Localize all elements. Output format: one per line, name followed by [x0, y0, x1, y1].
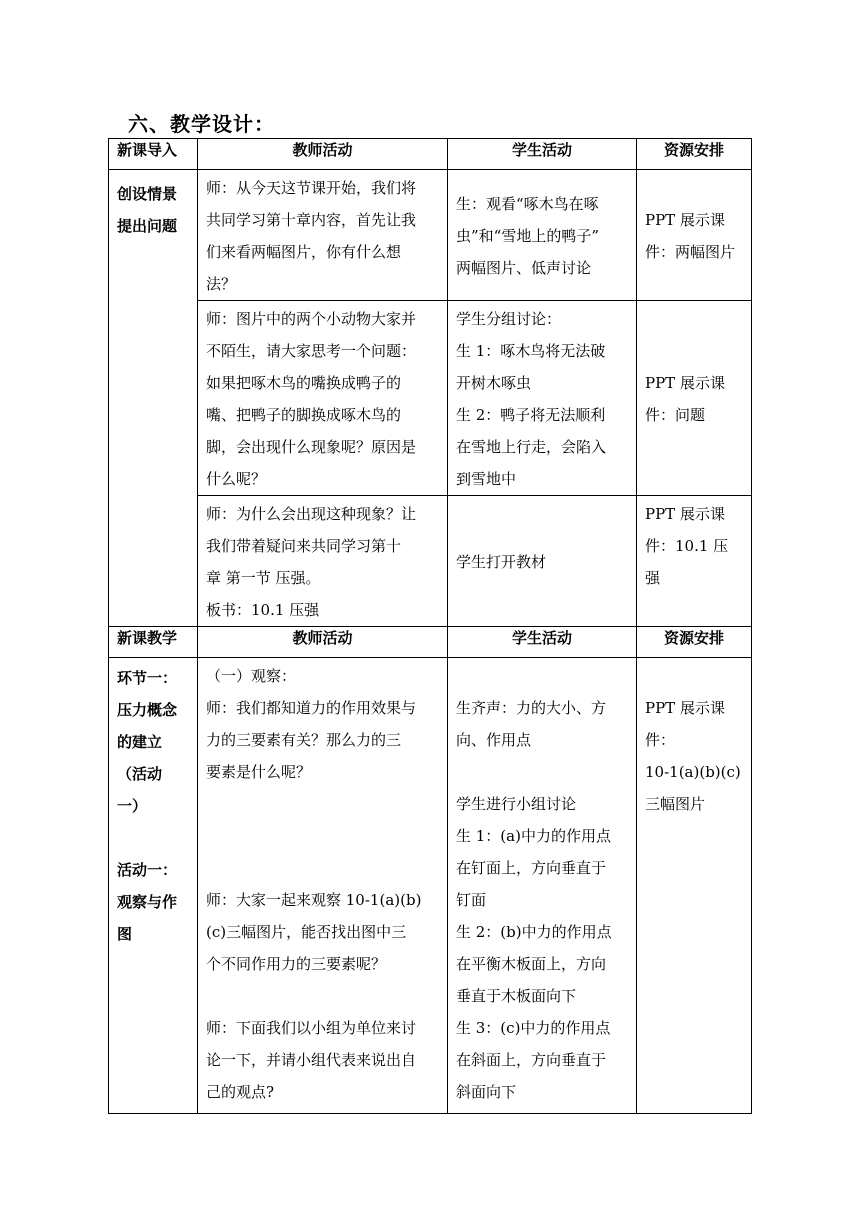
text-line: 学生打开教材 — [456, 553, 547, 571]
text-line: PPT 展示课 — [645, 374, 725, 392]
student-cell — [448, 301, 637, 496]
text-line: 开树木啄虫 — [456, 374, 532, 392]
text-line: 论一下，并请小组代表来说出自 — [206, 1051, 417, 1069]
text-line: 生：观看“啄木鸟在啄 — [456, 195, 599, 213]
table-row — [109, 658, 752, 1114]
text-line: 垂直于木板面向下 — [456, 987, 577, 1005]
text-line: 们来看两幅图片，你有什么想 — [206, 243, 402, 261]
table-row — [109, 170, 752, 301]
stage-line: 观察与作 — [117, 893, 178, 911]
text-line: 要素是什么呢？ — [206, 763, 312, 781]
text-line: 件：10.1 压 — [645, 537, 729, 555]
text-line: 斜面向下 — [456, 1083, 517, 1101]
teacher-cell — [198, 170, 448, 301]
text-line: 10-1(a)(b)(c) — [645, 763, 741, 781]
header-teacher: 教师活动 — [198, 139, 448, 170]
stage-line: 环节一： — [117, 669, 178, 687]
student-cell — [448, 658, 637, 1114]
spacer — [645, 660, 745, 692]
stage-line: （活动 — [117, 765, 163, 783]
text-line: 共同学习第十章内容，首先让我 — [206, 211, 417, 229]
spacer — [206, 852, 441, 884]
text-line: 强 — [645, 569, 661, 587]
text-line: 向、作用点 — [456, 731, 532, 749]
stage-line: 压力概念 — [117, 701, 178, 719]
stage-line: 创设情景 — [117, 185, 178, 203]
spacer — [206, 980, 441, 1012]
text-line: 件：两幅图片 — [645, 243, 736, 261]
text-line: PPT 展示课 — [645, 211, 725, 229]
text-line: 如果把啄木鸟的嘴换成鸭子的 — [206, 374, 402, 392]
teacher-cell — [198, 658, 448, 1114]
text-line: 师：我们都知道力的作用效果与 — [206, 699, 417, 717]
header-student: 学生活动 — [448, 627, 637, 658]
text-line: 到雪地中 — [456, 470, 517, 488]
header-stage: 新课导入 — [109, 139, 198, 170]
text-line: 师：图片中的两个小动物大家并 — [206, 310, 417, 328]
header-stage: 新课教学 — [109, 627, 198, 658]
text-line: 在平衡木板面上，方向 — [456, 955, 607, 973]
stage-line: 图 — [117, 925, 133, 943]
text-line: 在斜面上，方向垂直于 — [456, 1051, 607, 1069]
text-line: 三幅图片 — [645, 795, 706, 813]
text-line: 生 2：(b)中力的作用点 — [456, 923, 612, 941]
text-line: 在钉面上，方向垂直于 — [456, 859, 607, 877]
stage-line: 的建立 — [117, 733, 163, 751]
text-line: 嘴、把鸭子的脚换成啄木鸟的 — [206, 406, 402, 424]
text-line: 法？ — [206, 275, 237, 293]
resource-cell — [637, 658, 752, 1114]
text-line: 师：从今天这节课开始，我们将 — [206, 179, 417, 197]
resource-cell — [637, 170, 752, 301]
spacer — [456, 756, 630, 788]
text-line: 学生分组讨论： — [456, 310, 562, 328]
header-resource: 资源安排 — [637, 627, 752, 658]
header-teacher: 教师活动 — [198, 627, 448, 658]
text-line: 章 第一节 压强。 — [206, 569, 321, 587]
text-line: 师：为什么会出现这种现象？让 — [206, 505, 417, 523]
text-line: 生 3：(c)中力的作用点 — [456, 1019, 611, 1037]
student-cell — [448, 170, 637, 301]
spacer — [456, 660, 630, 692]
stage-cell — [109, 658, 198, 1114]
header-resource: 资源安排 — [637, 139, 752, 170]
text-line: 虫”和“雪地上的鸭子” — [456, 227, 600, 245]
text-line: 件：问题 — [645, 406, 706, 424]
text-line: 板书：10.1 压强 — [206, 601, 320, 619]
table-header-row — [109, 139, 752, 170]
resource-cell — [637, 301, 752, 496]
text-line: 己的观点? — [206, 1083, 275, 1101]
teacher-cell — [198, 301, 448, 496]
text-line: 钉面 — [456, 891, 487, 909]
text-line: 脚，会出现什么现象呢？原因是 — [206, 438, 417, 456]
text-line: 我们带着疑问来共同学习第十 — [206, 537, 402, 555]
text-line: 生 2：鸭子将无法顺利 — [456, 406, 606, 424]
resource-cell — [637, 496, 752, 627]
stage-line: 提出问题 — [117, 217, 178, 235]
teacher-cell — [198, 496, 448, 627]
stage-cell — [109, 170, 198, 627]
spacer — [206, 820, 441, 852]
stage-line: 活动一： — [117, 861, 178, 879]
text-line: (c)三幅图片，能否找出图中三 — [206, 923, 407, 941]
text-line: 生齐声：力的大小、方 — [456, 699, 607, 717]
text-line: PPT 展示课 — [645, 699, 725, 717]
text-line: 个不同作用力的三要素呢？ — [206, 955, 387, 973]
student-cell — [448, 496, 637, 627]
table-row — [109, 301, 752, 496]
text-line: 师：大家一起来观察 10-1(a)(b) — [206, 891, 422, 909]
text-line: 学生进行小组讨论 — [456, 795, 577, 813]
text-line: PPT 展示课 — [645, 505, 725, 523]
section-heading: 六、教学设计： — [128, 112, 275, 136]
spacer — [206, 788, 441, 820]
table-row — [109, 496, 752, 627]
spacer — [117, 822, 191, 854]
text-line: 生 1：(a)中力的作用点 — [456, 827, 611, 845]
lesson-design-table — [108, 138, 752, 1114]
header-student: 学生活动 — [448, 139, 637, 170]
text-line: 什么呢？ — [206, 470, 267, 488]
text-line: 师：下面我们以小组为单位来讨 — [206, 1019, 417, 1037]
table-header-row — [109, 627, 752, 658]
text-line: 两幅图片、低声讨论 — [456, 259, 592, 277]
text-line: 不陌生，请大家思考一个问题： — [206, 342, 417, 360]
text-line: （一）观察： — [206, 667, 297, 685]
stage-line: 一） — [117, 797, 148, 815]
text-line: 件： — [645, 731, 676, 749]
text-line: 力的三要素有关？那么力的三 — [206, 731, 402, 749]
text-line: 生 1：啄木鸟将无法破 — [456, 342, 606, 360]
text-line: 在雪地上行走，会陷入 — [456, 438, 607, 456]
